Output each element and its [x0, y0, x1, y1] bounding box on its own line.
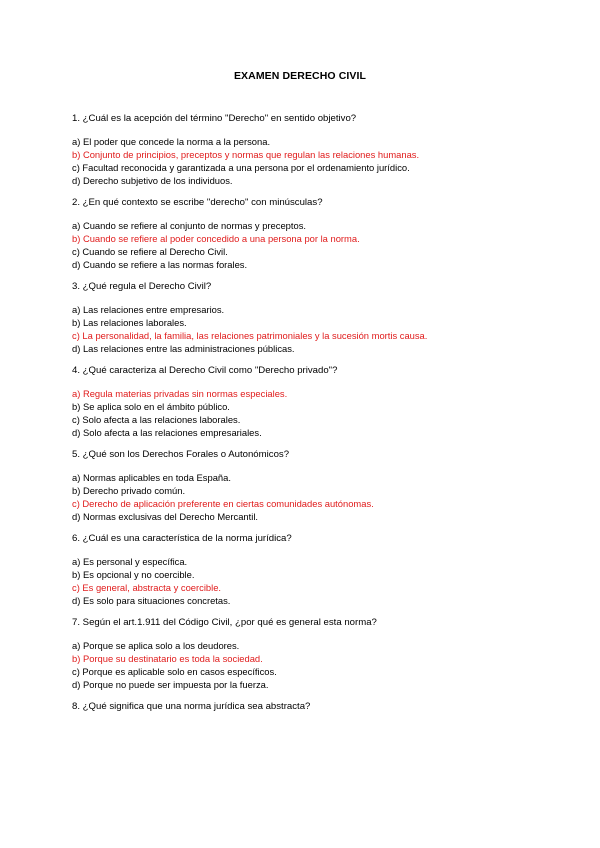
question-block [72, 280, 572, 355]
answer-option-correct: c) Es general, abstracta y coercible. [72, 582, 222, 593]
answer-option: c) Porque es aplicable solo en casos específicos. [72, 666, 277, 677]
answer-option: d) Cuando se refiere a las normas forales. [72, 259, 248, 270]
answer-option: a) Las relaciones entre empresarios. [72, 304, 225, 315]
question-block [72, 448, 572, 523]
answer-option: a) Es personal y específica. [72, 556, 188, 567]
question-list [72, 112, 572, 723]
answer-option: b) Es opcional y no coercible. [72, 569, 195, 580]
answer-option: a) El poder que concede la norma a la persona. [72, 136, 271, 147]
question-block [72, 364, 572, 439]
question-text: 7. Según el art.1.911 del Código Civil, ¿por qué es general esta norma? [72, 617, 377, 628]
answer-option: d) Normas exclusivas del Derecho Mercantil. [72, 511, 259, 522]
page-title: EXAMEN DERECHO CIVIL [233, 70, 367, 82]
answer-option: b) Se aplica solo en el ámbito público. [72, 401, 230, 412]
question-block [72, 532, 572, 607]
question-block [72, 112, 572, 187]
answer-option: b) Derecho privado común. [72, 485, 186, 496]
answer-option: b) Las relaciones laborales. [72, 317, 187, 328]
question-text: 5. ¿Qué son los Derechos Forales o Autonómicos? [72, 449, 290, 460]
answer-option-correct: b) Porque su destinatario es toda la sociedad. [72, 653, 263, 664]
answer-option: a) Normas aplicables en toda España. [72, 472, 231, 483]
answer-option: d) Derecho subjetivo de los individuos. [72, 175, 233, 186]
answer-option-correct: b) Conjunto de principios, preceptos y normas que regulan las relaciones humanas. [72, 149, 420, 160]
answer-option: a) Cuando se refiere al conjunto de normas y preceptos. [72, 220, 306, 231]
answer-option-correct: a) Regula materias privadas sin normas especiales. [72, 388, 288, 399]
answer-option: c) Cuando se refiere al Derecho Civil. [72, 246, 228, 257]
answer-option: a) Porque se aplica solo a los deudores. [72, 640, 240, 651]
question-text: 1. ¿Cuál es la acepción del término "Derecho" en sentido objetivo? [72, 113, 357, 124]
answer-option: d) Es solo para situaciones concretas. [72, 595, 231, 606]
question-text: 3. ¿Qué regula el Derecho Civil? [72, 281, 212, 292]
question-block [72, 616, 572, 691]
question-text: 8. ¿Qué significa que una norma jurídica sea abstracta? [72, 701, 311, 712]
question-text: 2. ¿En qué contexto se escribe "derecho" con minúsculas? [72, 197, 323, 208]
question-block [72, 196, 572, 271]
answer-option: d) Porque no puede ser impuesta por la fuerza. [72, 679, 269, 690]
answer-option-correct: b) Cuando se refiere al poder concedido a una persona por la norma. [72, 233, 360, 244]
answer-option: d) Solo afecta a las relaciones empresariales. [72, 427, 262, 438]
question-text: 6. ¿Cuál es una característica de la norma jurídica? [72, 533, 292, 544]
question-block [72, 700, 572, 713]
question-text: 4. ¿Qué caracteriza al Derecho Civil como "Derecho privado"? [72, 365, 338, 376]
answer-option: c) Facultad reconocida y garantizada a una persona por el ordenamiento jurídico. [72, 162, 410, 173]
answer-option-correct: c) La personalidad, la familia, las relaciones patrimoniales y la sucesión mortis causa. [72, 330, 428, 341]
answer-option: d) Las relaciones entre las administraciones públicas. [72, 343, 295, 354]
answer-option: c) Solo afecta a las relaciones laborales. [72, 414, 241, 425]
answer-option-correct: c) Derecho de aplicación preferente en ciertas comunidades autónomas. [72, 498, 374, 509]
